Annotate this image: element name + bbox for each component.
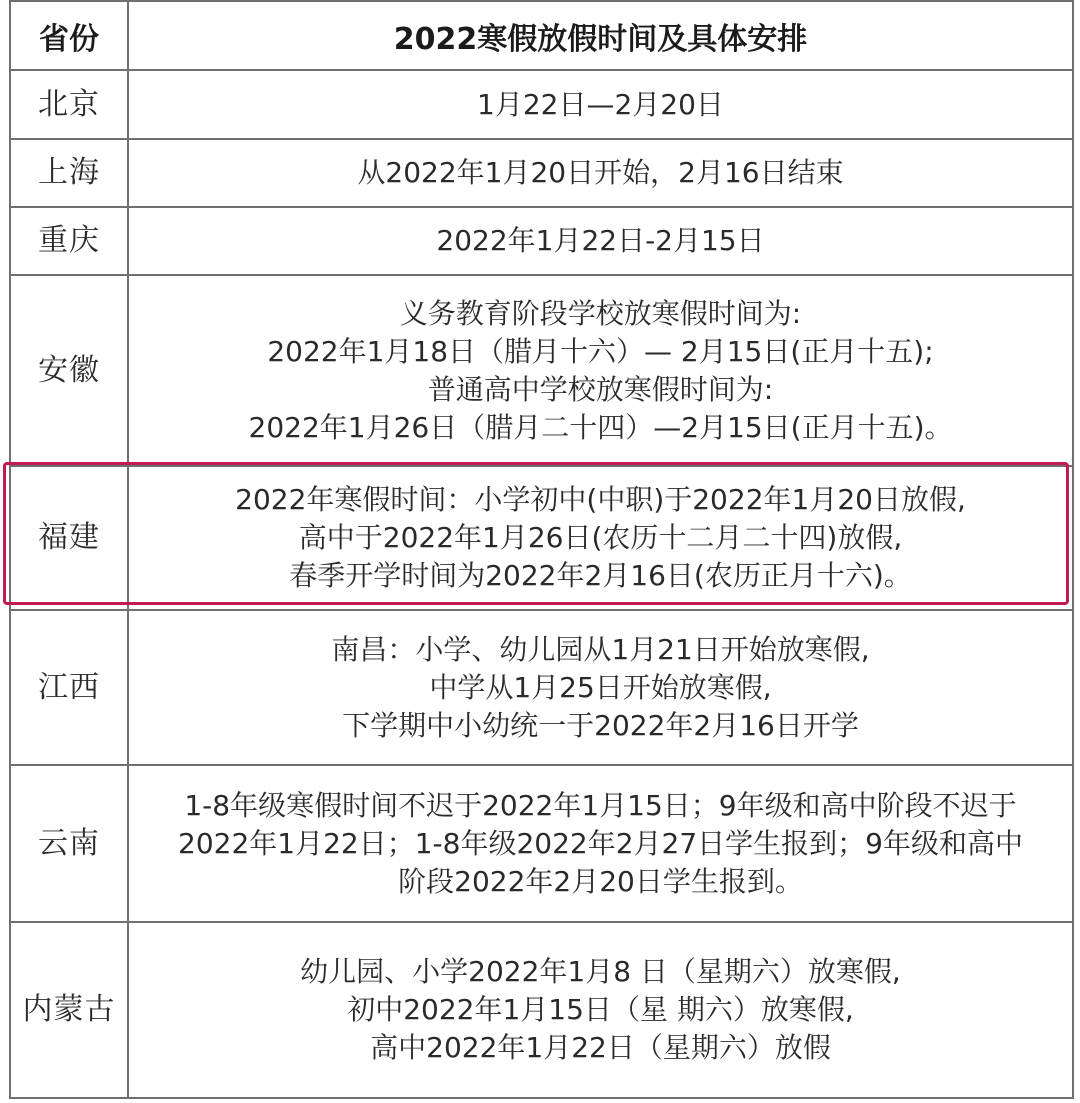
province-cell: 江西 — [10, 610, 128, 765]
detail-cell — [128, 765, 1073, 922]
detail-cell — [128, 70, 1073, 139]
detail-cell — [128, 922, 1073, 1098]
detail-line: 高中2022年1月22日（星期六）放假 — [370, 1031, 831, 1064]
table-row-highlighted — [10, 466, 1073, 610]
table-row — [10, 275, 1073, 466]
province-cell: 云南 — [10, 765, 128, 922]
detail-line: 2022年1月22日；1-8年级2022年2月27日学生报到；9年级和高中 — [178, 826, 1023, 860]
detail-cell — [128, 466, 1073, 610]
detail-line: 2022年1月18日（腊月十六）— 2月15日(正月十五); — [267, 334, 934, 368]
detail-line: 南昌：小学、幼儿园从1月21日开始放寒假, — [331, 632, 870, 666]
detail-line: 春季开学时间为2022年2月16日(农历正月十六)。 — [289, 559, 912, 592]
detail-line: 幼儿园、小学2022年1月8 日（星期六）放寒假, — [300, 955, 901, 988]
table-row — [10, 765, 1073, 922]
detail-cell — [128, 610, 1073, 765]
detail-line: 1-8年级寒假时间不迟于2022年1月15日；9年级和高中阶段不迟于 — [184, 788, 1017, 822]
detail-line: 义务教育阶段学校放寒假时间为: — [399, 296, 802, 330]
detail-line: 普通高中学校放寒假时间为: — [427, 372, 774, 406]
province-cell: 内蒙古 — [10, 922, 128, 1098]
province-cell: 重庆 — [10, 207, 128, 275]
detail-cell — [128, 275, 1073, 466]
table-row — [10, 922, 1073, 1098]
detail-line: 2022年1月22日-2月15日 — [436, 224, 765, 257]
detail-line: 高中于2022年1月26日(农历十二月二十四)放假, — [298, 521, 903, 554]
detail-line: 初中2022年1月15日（星 期六）放寒假, — [347, 993, 854, 1026]
detail-line: 下学期中小幼统一于2022年2月16日开学 — [342, 708, 859, 742]
detail-cell — [128, 207, 1073, 275]
province-cell: 福建 — [10, 466, 128, 610]
province-cell: 北京 — [10, 70, 128, 139]
detail-line: 中学从1月25日开始放寒假, — [429, 670, 772, 704]
detail-cell — [128, 139, 1073, 207]
table-row — [10, 70, 1073, 139]
header-detail: 2022寒假放假时间及具体安排 — [128, 1, 1073, 70]
table-row — [10, 139, 1073, 207]
detail-line: 2022年寒假时间：小学初中(中职)于2022年1月20日放假, — [235, 483, 966, 516]
province-cell: 安徽 — [10, 275, 128, 466]
detail-line: 2022年1月26日（腊月二十四）—2月15日(正月十五)。 — [248, 410, 953, 444]
province-cell: 上海 — [10, 139, 128, 207]
detail-line: 1月22日—2月20日 — [477, 87, 724, 121]
detail-line: 阶段2022年2月20日学生报到。 — [398, 864, 803, 898]
winter-break-table — [9, 0, 1074, 1099]
table-row — [10, 207, 1073, 275]
table-header-row — [10, 1, 1073, 70]
header-province: 省份 — [10, 1, 128, 70]
table-row — [10, 610, 1073, 765]
detail-line: 从2022年1月20日开始，2月16日结束 — [357, 156, 844, 189]
